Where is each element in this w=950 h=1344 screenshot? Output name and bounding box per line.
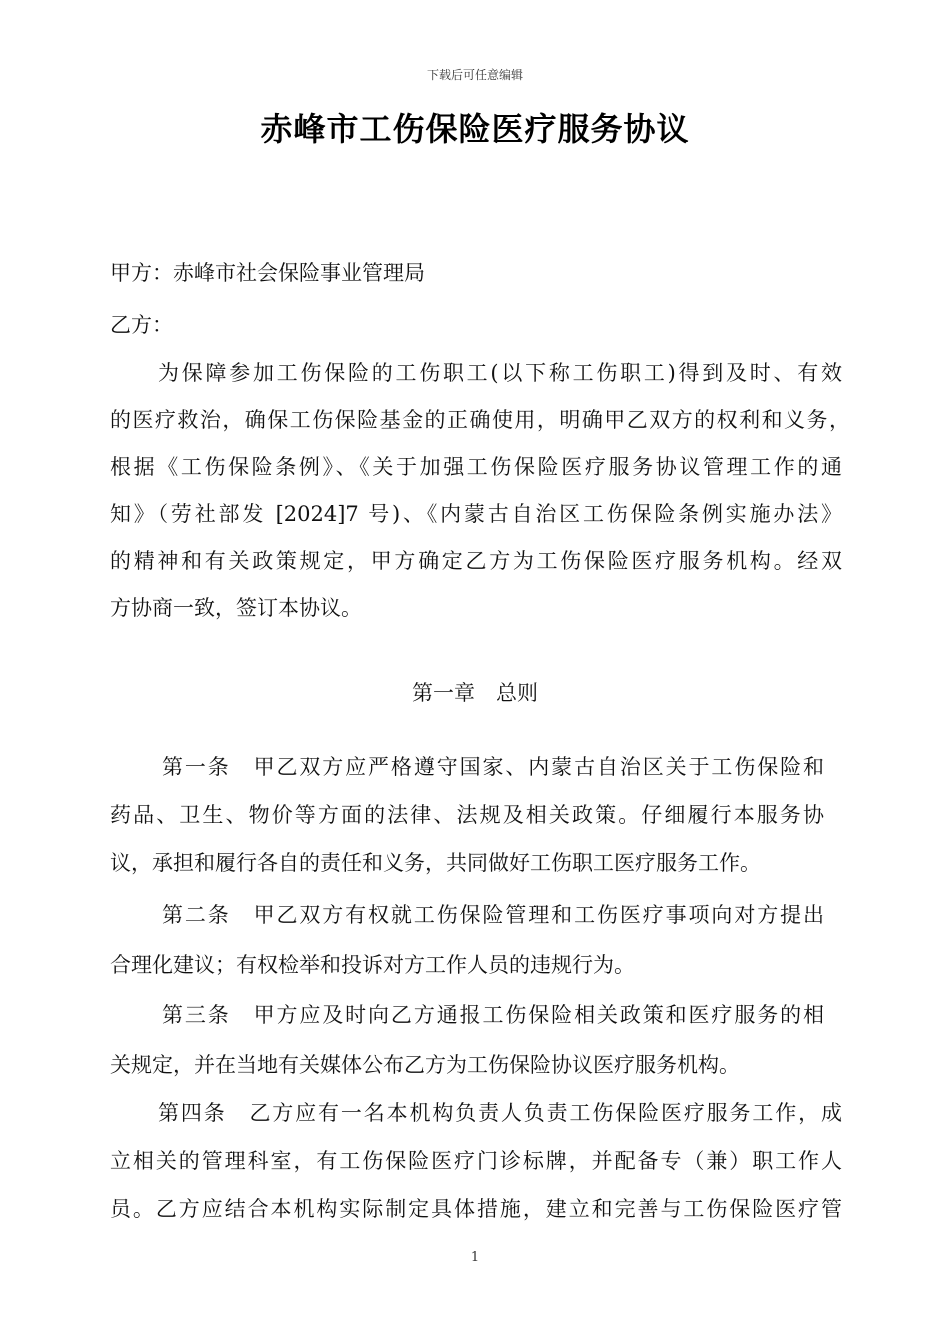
header-note: 下载后可任意编辑 xyxy=(426,68,523,82)
party-a: 甲方：赤峰市社会保险事业管理局 xyxy=(110,261,425,285)
article-line: 关规定，并在当地有关媒体公布乙方为工伤保险协议医疗服务机构。 xyxy=(110,1053,740,1077)
preamble-line: 根据《工伤保险条例》、《关于加强工伤保险医疗服务协议管理工作的通 xyxy=(110,455,842,479)
article-line: 议，承担和履行各自的责任和义务，共同做好工伤职工医疗服务工作。 xyxy=(110,851,761,875)
chapter-heading: 第一章 总则 xyxy=(412,681,538,705)
article-line: 第三条 甲方应及时向乙方通报工伤保险相关政策和医疗服务的相 xyxy=(162,1003,824,1027)
preamble-line: 知》（劳社部发 [2024]7 号)、《内蒙古自治区工伤保险条例实施办法》 xyxy=(110,502,842,526)
article-line: 合理化建议；有权检举和投诉对方工作人员的违规行为。 xyxy=(110,953,635,977)
article-line: 第二条 甲乙双方有权就工伤保险管理和工伤医疗事项向对方提出 xyxy=(162,903,824,927)
preamble-line: 的医疗救治，确保工伤保险基金的正确使用，明确甲乙双方的权利和义务， xyxy=(110,408,850,432)
preamble-line: 为保障参加工伤保险的工伤职工(以下称工伤职工)得到及时、有效 xyxy=(158,361,842,385)
party-b: 乙方： xyxy=(110,313,173,337)
article-line: 员。乙方应结合本机构实际制定具体措施，建立和完善与工伤保险医疗管 xyxy=(110,1197,842,1221)
preamble-line: 的精神和有关政策规定，甲方确定乙方为工伤保险医疗服务机构。经双 xyxy=(110,549,842,573)
page-number: 1 xyxy=(470,1250,480,1265)
preamble-line: 方协商一致，签订本协议。 xyxy=(110,596,362,620)
article-line: 立相关的管理科室，有工伤保险医疗门诊标牌，并配备专（兼）职工作人 xyxy=(110,1149,842,1173)
document-title: 赤峰市工伤保险医疗服务协议 xyxy=(260,110,690,148)
article-line: 药品、卫生、物价等方面的法律、法规及相关政策。仔细履行本服务协 xyxy=(110,803,824,827)
article-line: 第一条 甲乙双方应严格遵守国家、内蒙古自治区关于工伤保险和 xyxy=(162,755,824,779)
article-line: 第四条 乙方应有一名本机构负责人负责工伤保险医疗服务工作，成 xyxy=(158,1101,842,1125)
